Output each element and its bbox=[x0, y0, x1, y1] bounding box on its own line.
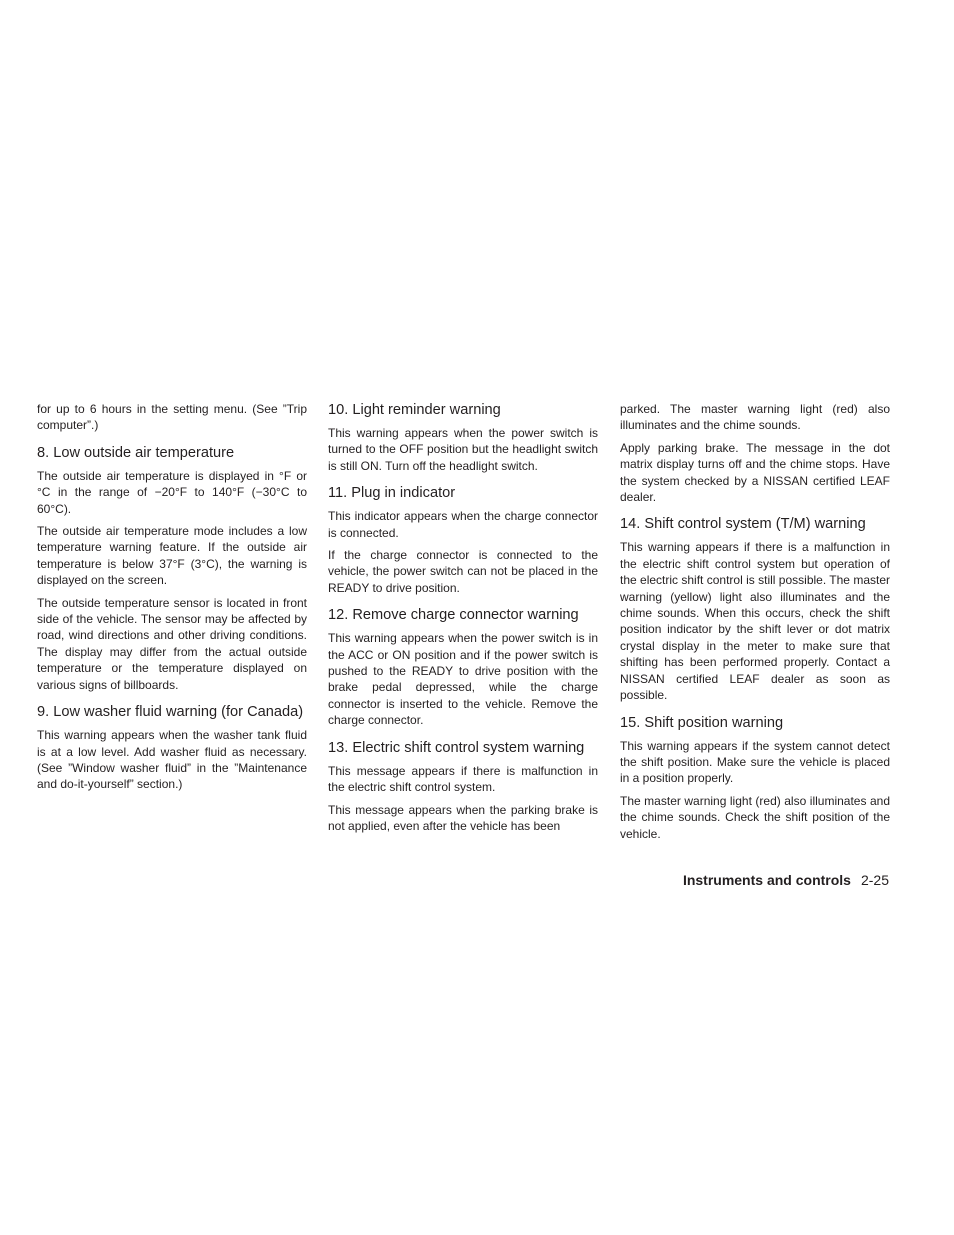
paragraph: If the charge connector is connected to the vehicle, the power switch can not be placed in the READY to drive position. bbox=[328, 548, 598, 595]
continued-paragraph: for up to 6 hours in the setting menu. (See ”Trip computer”.) bbox=[37, 402, 307, 433]
left-column bbox=[37, 401, 307, 799]
paragraph: This warning appears when the power switch is in the ACC or ON position and if the power switch is pushed to the READY to drive position with the brake pedal depressed, while the charge connector is inserted to the vehicle. Remove the charge connector. bbox=[328, 631, 598, 728]
paragraph: The outside temperature sensor is located in front side of the vehicle. The sensor may be affected by road, wind directions and other driving conditions. The display may differ from the actual outside temperature or the temperature displayed on various signs of billboards. bbox=[37, 595, 307, 692]
heading-shift-position-warning: 15. Shift position warning bbox=[620, 714, 784, 731]
paragraph: This message appears when the parking brake is not applied, even after the vehicle has been bbox=[328, 802, 598, 833]
heading-plug-in-indicator: 11. Plug in indicator bbox=[328, 485, 456, 502]
middle-column bbox=[328, 401, 598, 840]
paragraph: This indicator appears when the charge connector is connected. bbox=[328, 509, 598, 540]
paragraph: This message appears if there is malfunction in the electric shift control system. bbox=[328, 763, 598, 795]
heading-shift-control-system-warning: 14. Shift control system (T/M) warning bbox=[620, 516, 866, 533]
paragraph: The outside air temperature is displayed in °F or °C in the range of −20°F to 140°F (−30°C to 60°C). bbox=[37, 468, 307, 516]
paragraph: This warning appears if there is a malfunction in the electric shift control system but operation of the electric shift control is still possible. The master warning (yellow) light also illuminates and the chime sounds. When this occurs, check the shift position indicator by the shift lever or dot matrix crystal display in the meter to make sure that shifting has been performed properly. Contact a NISSAN certified LEAF dealer as soon as possible. bbox=[620, 540, 890, 703]
footer-section-title: Instruments and controls bbox=[682, 872, 851, 888]
page-footer bbox=[683, 871, 889, 889]
continued-paragraph: parked. The master warning light (red) also illuminates and the chime sounds. bbox=[620, 402, 890, 433]
heading-low-outside-air-temperature: 8. Low outside air temperature bbox=[37, 444, 235, 461]
heading-electric-shift-control-system-warning: 13. Electric shift control system warning bbox=[328, 739, 585, 756]
paragraph: This warning appears when the washer tank fluid is at a low level. Add washer fluid as necessary. (See ”Window washer fluid” in the ”Maintenance and do-it-yourself” section.) bbox=[37, 728, 307, 792]
heading-low-washer-fluid-warning: 9. Low washer fluid warning (for Canada) bbox=[37, 704, 304, 721]
right-column bbox=[620, 401, 890, 848]
paragraph: This warning appears when the power switch is turned to the OFF position but the headlight switch is still ON. Turn off the headlight switch. bbox=[328, 426, 598, 473]
paragraph: This warning appears if the system cannot detect the shift position. Make sure the vehicle is placed in a position properly. bbox=[620, 738, 890, 786]
paragraph: Apply parking brake. The message in the dot matrix display turns off and the chime stops. Have the system checked by a NISSAN certified LEAF dealer. bbox=[620, 440, 890, 505]
paragraph: The outside air temperature mode includes a low temperature warning feature. If the outside air temperature is below 37°F (3°C), the warning is displayed on the screen. bbox=[37, 524, 307, 588]
page-number: 2-25 bbox=[860, 872, 889, 888]
heading-remove-charge-connector-warning: 12. Remove charge connector warning bbox=[328, 607, 579, 624]
paragraph: The master warning light (red) also illuminates and the chime sounds. Check the shift position of the vehicle. bbox=[620, 793, 890, 841]
heading-light-reminder-warning: 10. Light reminder warning bbox=[328, 402, 501, 418]
